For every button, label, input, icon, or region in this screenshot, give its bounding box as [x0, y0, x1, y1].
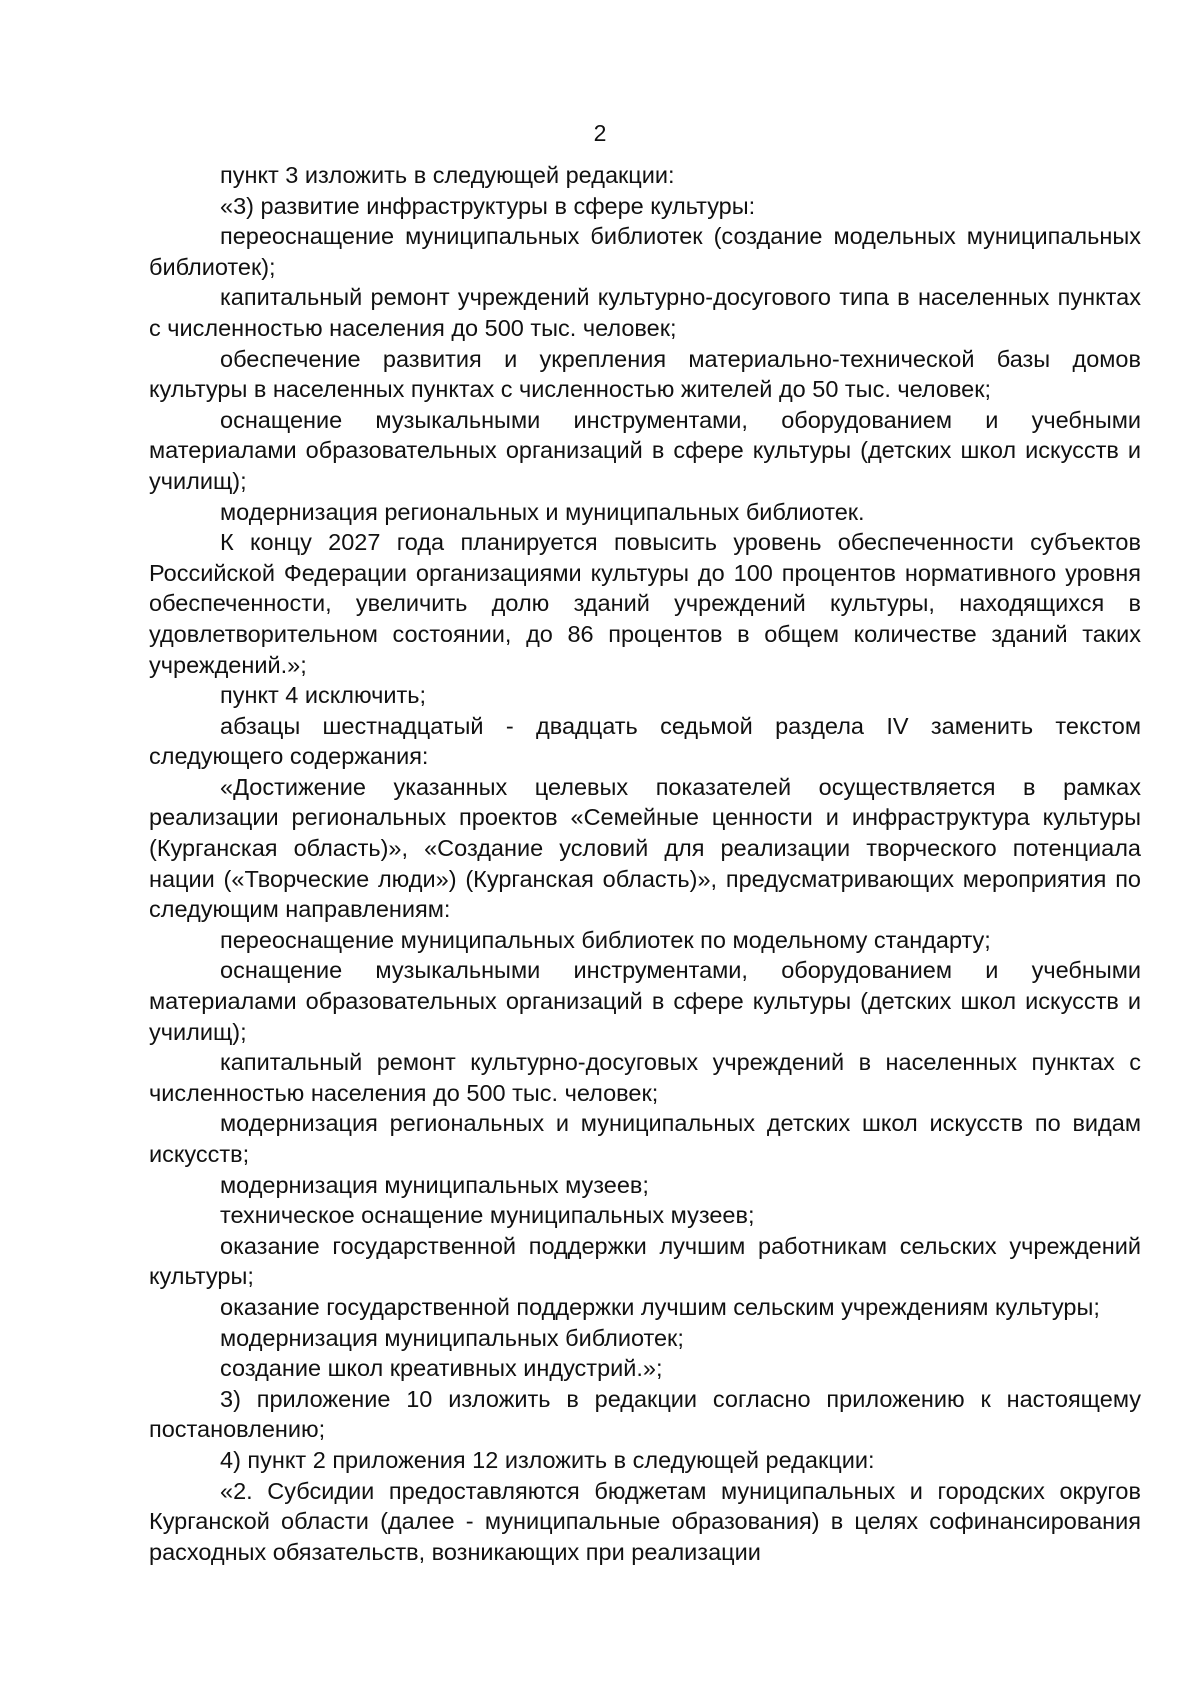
paragraph: переоснащение муниципальных библиотек (создание модельных муниципальных библиотек); — [149, 223, 1141, 280]
paragraph: модернизация региональных и муниципальных библиотек. — [220, 498, 865, 525]
paragraph: техническое оснащение муниципальных музеев; — [220, 1202, 755, 1229]
paragraph: модернизация муниципальных библиотек; — [220, 1324, 684, 1351]
paragraph: модернизация муниципальных музеев; — [220, 1171, 649, 1198]
page-number: 2 — [593, 120, 607, 146]
paragraph: капитальный ремонт учреждений культурно-досугового типа в населенных пунктах с численностью населения до 500 тыс. человек; — [149, 284, 1141, 341]
paragraph: пункт 4 исключить; — [220, 682, 427, 709]
paragraph: создание школ креативных индустрий.»; — [220, 1355, 663, 1382]
paragraph: оказание государственной поддержки лучшим сельским учреждениям культуры; — [220, 1293, 1100, 1320]
paragraph: модернизация региональных и муниципальных детских школ искусств по видам искусств; — [149, 1110, 1141, 1167]
paragraph: обеспечение развития и укрепления материально-технической базы домов культуры в населенных пунктах с численностью жителей до 50 тыс. человек; — [149, 345, 1141, 403]
paragraph: оказание государственной поддержки лучшим работникам сельских учреждений культуры; — [149, 1232, 1141, 1290]
paragraph: абзацы шестнадцатый - двадцать седьмой раздела IV заменить текстом следующего содержания: — [149, 712, 1141, 770]
paragraph: К концу 2027 года планируется повысить уровень обеспеченности субъектов Российской Федерации организациями культуры до 100 процентов нормативного уровня обеспеченности, увеличить долю зданий учреждений культуры, находящихся в удовлетворительном состоянии, до 86 процентов в общем количестве зданий таких учреждений.»; — [149, 529, 1141, 678]
paragraph: оснащение музыкальными инструментами, оборудованием и учебными материалами образовательных организаций в сфере культуры (детских школ искусств и училищ); — [149, 406, 1141, 494]
paragraph: 4) пункт 2 приложения 12 изложить в следующей редакции: — [220, 1446, 875, 1473]
paragraph: «2. Субсидии предоставляются бюджетам муниципальных и городских округов Курганской области (далее - муниципальные образования) в целях софинансирования расходных обязательств, возникающих при реализации — [149, 1477, 1141, 1565]
document-body — [149, 160, 1141, 1567]
paragraph: пункт 3 изложить в следующей редакции: — [220, 162, 675, 188]
paragraph: оснащение музыкальными инструментами, оборудованием и учебными материалами образовательных организаций в сфере культуры (детских школ искусств и училищ); — [149, 957, 1141, 1045]
paragraph: «3) развитие инфраструктуры в сфере культуры: — [220, 192, 756, 219]
paragraph: «Достижение указанных целевых показателей осуществляется в рамках реализации региональных проектов «Семейные ценности и инфраструктура культуры (Курганская область)», «Создание условий для реализации творческого потенциала нации («Творческие люди») (Курганская область)», предусматривающих мероприятия по следующим направлениям: — [149, 773, 1141, 923]
paragraph: переоснащение муниципальных библиотек по модельному стандарту; — [220, 926, 991, 953]
paragraph: 3) приложение 10 изложить в редакции согласно приложению к настоящему постановлению; — [149, 1385, 1141, 1443]
paragraph: капитальный ремонт культурно-досуговых учреждений в населенных пунктах с численностью населения до 500 тыс. человек; — [149, 1049, 1141, 1106]
